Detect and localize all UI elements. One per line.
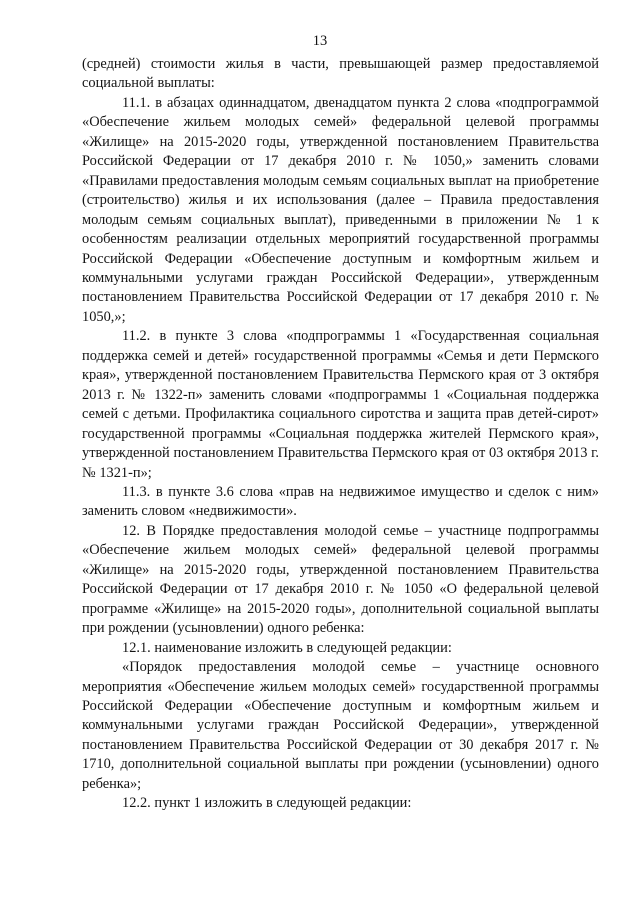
paragraph-11-2: 11.2. в пункте 3 слова «подпрограммы 1 «Государственная социальная поддержка семей и детей» государственной программы «Семья и дети Пермского края», утвержденной постановлением Правительства Пермского края от 3 октября 2013 г. № 1322-п» заменить словами «подпрограммы 1 «Социальная поддержка семей с детьми. Профилактика социального сиротства и защита прав детей-сирот» государственной программы «Социальная поддержка жителей Пермского края», утвержденной постановлением Правительства Пермского края от 03 октября 2013 г. № 1321-п»; [82,328,599,481]
document-body [82,55,599,814]
paragraph-12-2: 12.2. пункт 1 изложить в следующей редакции: [122,795,412,812]
paragraph-11-3: 11.3. в пункте 3.6 слова «прав на недвижимое имущество и сделок с ним» заменить словом «недвижимости». [82,483,599,520]
paragraph-12-1: 12.1. наименование изложить в следующей редакции: [122,639,452,656]
paragraph-12-1-quote: «Порядок предоставления молодой семье – участнице основного мероприятия «Обеспечение жильем молодых семей» государственной программы Российской Федерации «Обеспечение доступным и комфортным жильем и коммунальными услугами граждан Российской Федерации», утвержденной постановлением Правительства Российской Федерации от 30 декабря 2017 г. № 1710, дополнительной социальной выплаты при рождении (усыновлении) одного ребенка»; [82,659,599,792]
paragraph-continuation: (средней) стоимости жилья в части, превышающей размер предоставляемой социальной выплаты: [82,56,599,92]
paragraph-12: 12. В Порядке предоставления молодой семье – участнице подпрограммы «Обеспечение жильем молодых семей» федеральной целевой программы «Жилище» на 2015-2020 годы, утвержденной постановлением Правительства Российской Федерации от 17 декабря 2010 г. № 1050 «О федеральной целевой программе «Жилище» на 2015-2020 годы», дополнительной социальной выплаты при рождении (усыновлении) одного ребенка: [82,522,599,637]
page-number: 13 [312,33,328,49]
paragraph-11-1: 11.1. в абзацах одиннадцатом, двенадцатом пункта 2 слова «подпрограммой «Обеспечение жильем молодых семей» федеральной целевой программы «Жилище» на 2015-2020 годы, утвержденной постановлением Правительства Российской Федерации от 17 декабря 2010 г. № 1050,» заменить словами «Правилами предоставления молодым семьям социальных выплат на приобретение (строительство) жилья и их использования (далее – Правила предоставления молодым семьям социальных выплат), приведенными в приложении № 1 к особенностям реализации отдельных мероприятий государственной программы Российской Федерации «Обеспечение доступным и комфортным жильем и коммунальными услугами граждан Российской Федерации», утвержденным постановлением Правительства Российской Федерации от 17 декабря 2010 г. № 1050,»; [82,94,599,325]
